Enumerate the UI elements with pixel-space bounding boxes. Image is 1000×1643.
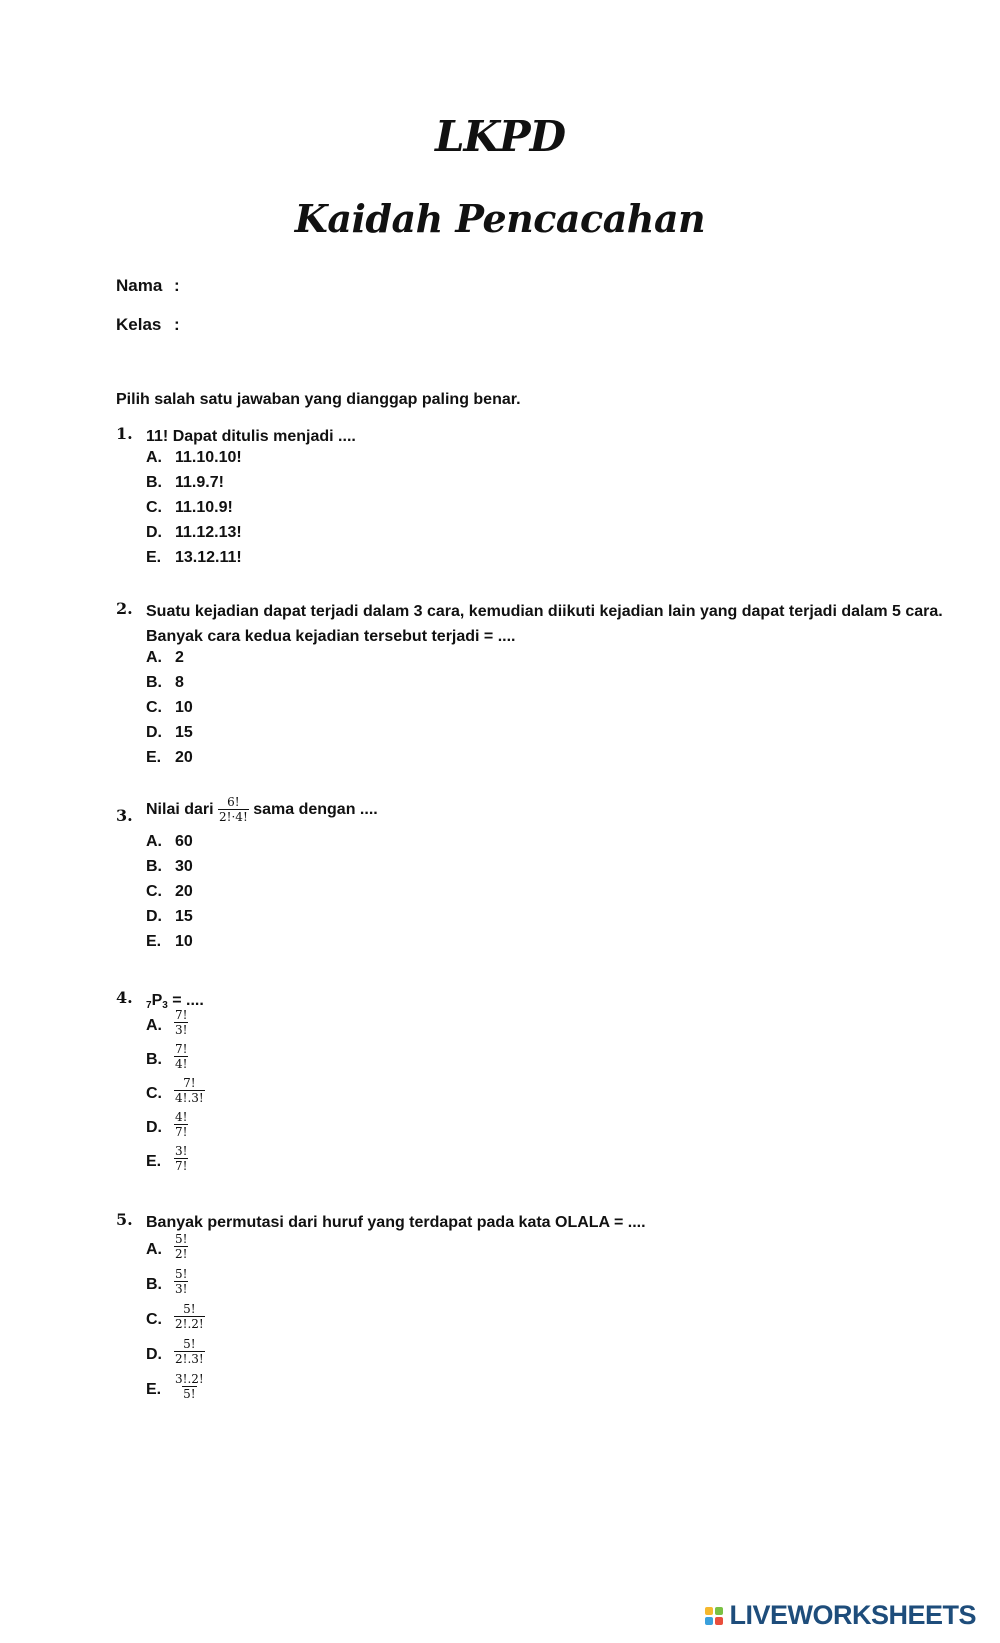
option-letter: D. <box>146 524 162 541</box>
fraction-numerator: 7! <box>175 1008 188 1022</box>
fraction-denominator: 3! <box>175 1023 188 1037</box>
watermark-text: LIVEWORKSHEETS <box>729 1600 976 1630</box>
subscript-r: 3 <box>162 1000 168 1011</box>
fraction-numerator: 7! <box>183 1076 196 1090</box>
page-title: LKPD <box>434 112 566 161</box>
fraction-denominator: 2! <box>175 1247 188 1261</box>
fraction-numerator: 3! <box>175 1144 188 1158</box>
option-value: 10 <box>175 933 193 950</box>
option-value: 20 <box>175 749 193 766</box>
question-text: Suatu kejadian dapat terjadi dalam 3 cara, kemudian diikuti kejadian lain yang dapat terjadi dalam 5 cara. <box>146 603 943 620</box>
question-number: 1. <box>116 424 133 443</box>
option-letter: D. <box>146 724 162 741</box>
name-colon: : <box>174 276 180 295</box>
fraction-denominator: 2!.3! <box>175 1352 204 1366</box>
option-value: 11.12.13! <box>175 524 242 541</box>
option-letter: C. <box>146 1085 162 1102</box>
fraction <box>174 1008 188 1037</box>
question-number: 2. <box>116 599 133 618</box>
option-value: 10 <box>175 699 193 716</box>
name-field[interactable] <box>116 276 180 296</box>
fraction-numerator: 5! <box>175 1267 188 1281</box>
option-letter: E. <box>146 1381 162 1398</box>
question-number: 3. <box>116 806 133 825</box>
fraction-numerator: 6! <box>227 795 240 810</box>
option-value: 2 <box>175 649 184 666</box>
option-letter: A. <box>146 1241 162 1258</box>
option-letter: B. <box>146 858 162 875</box>
fraction-denominator: 2!.2! <box>175 1317 204 1331</box>
option-letter: D. <box>146 1346 162 1363</box>
question-text-before: Nilai dari <box>146 801 214 818</box>
option-letter: E. <box>146 1153 162 1170</box>
fraction <box>174 1076 205 1105</box>
question-text <box>146 791 378 829</box>
logo-square <box>715 1607 723 1615</box>
option-value: 15 <box>175 908 193 925</box>
option-letter: A. <box>146 449 162 466</box>
option-letter: A. <box>146 1017 162 1034</box>
fraction-denominator: 2!·4! <box>219 810 248 825</box>
fraction <box>174 1144 188 1173</box>
option-letter: C. <box>146 883 162 900</box>
question-text-after: sama dengan .... <box>253 801 378 818</box>
option-letter: C. <box>146 499 162 516</box>
option-value: 15 <box>175 724 193 741</box>
option-value: 20 <box>175 883 193 900</box>
fraction-denominator: 4! <box>175 1057 188 1071</box>
fraction-numerator: 7! <box>175 1042 188 1056</box>
option-letter: E. <box>146 749 162 766</box>
question-text-after: = .... <box>172 992 204 1009</box>
liveworksheets-logo-icon <box>705 1607 723 1625</box>
fraction <box>218 795 249 824</box>
option-letter: A. <box>146 649 162 666</box>
option-letter: B. <box>146 474 162 491</box>
class-label: Kelas <box>116 315 162 334</box>
class-field[interactable] <box>116 315 180 335</box>
fraction <box>174 1232 188 1261</box>
option-letter: C. <box>146 699 162 716</box>
name-label: Nama <box>116 276 163 295</box>
class-colon: : <box>174 315 180 334</box>
option-letter: D. <box>146 908 162 925</box>
fraction-numerator: 4! <box>175 1110 188 1124</box>
option-letter: A. <box>146 833 162 850</box>
fraction <box>174 1042 188 1071</box>
fraction-numerator: 5! <box>183 1302 196 1316</box>
option-letter: B. <box>146 1276 162 1293</box>
fraction <box>174 1110 188 1139</box>
question-number: 5. <box>116 1210 133 1229</box>
fraction-denominator: 3! <box>175 1282 188 1296</box>
option-letter: D. <box>146 1119 162 1136</box>
logo-square <box>705 1607 713 1615</box>
fraction-numerator: 5! <box>175 1232 188 1246</box>
option-value: 11.10.10! <box>175 449 242 466</box>
fraction <box>174 1267 188 1296</box>
instruction-text: Pilih salah satu jawaban yang dianggap paling benar. <box>116 391 521 408</box>
page-subtitle: Kaidah Pencacahan <box>294 196 706 241</box>
option-letter: B. <box>146 674 162 691</box>
fraction-denominator: 7! <box>175 1159 188 1173</box>
fraction-denominator: 5! <box>183 1387 196 1401</box>
option-letter: E. <box>146 549 162 566</box>
fraction <box>174 1302 205 1331</box>
fraction-denominator: 7! <box>175 1125 188 1139</box>
subscript-n: 7 <box>146 1000 152 1011</box>
logo-square <box>715 1617 723 1625</box>
option-value: 11.10.9! <box>175 499 233 516</box>
option-value: 11.9.7! <box>175 474 224 491</box>
permutation-symbol: P <box>151 992 163 1009</box>
fraction <box>174 1337 205 1366</box>
fraction <box>174 1372 205 1401</box>
option-letter: C. <box>146 1311 162 1328</box>
option-value: 8 <box>175 674 184 691</box>
fraction-denominator: 4!.3! <box>175 1091 204 1105</box>
fraction-numerator: 5! <box>183 1337 196 1351</box>
option-value: 13.12.11! <box>175 549 242 566</box>
question-text-line2: Banyak cara kedua kejadian tersebut terjadi = .... <box>146 628 516 645</box>
option-letter: B. <box>146 1051 162 1068</box>
fraction-numerator: 3!.2! <box>175 1372 204 1386</box>
question-text: 11! Dapat ditulis menjadi .... <box>146 428 356 445</box>
question-number: 4. <box>116 988 133 1007</box>
option-letter: E. <box>146 933 162 950</box>
logo-square <box>705 1617 713 1625</box>
question-text: Banyak permutasi dari huruf yang terdapat pada kata OLALA = .... <box>146 1214 646 1231</box>
liveworksheets-watermark <box>705 1600 976 1631</box>
option-value: 60 <box>175 833 193 850</box>
option-value: 30 <box>175 858 193 875</box>
